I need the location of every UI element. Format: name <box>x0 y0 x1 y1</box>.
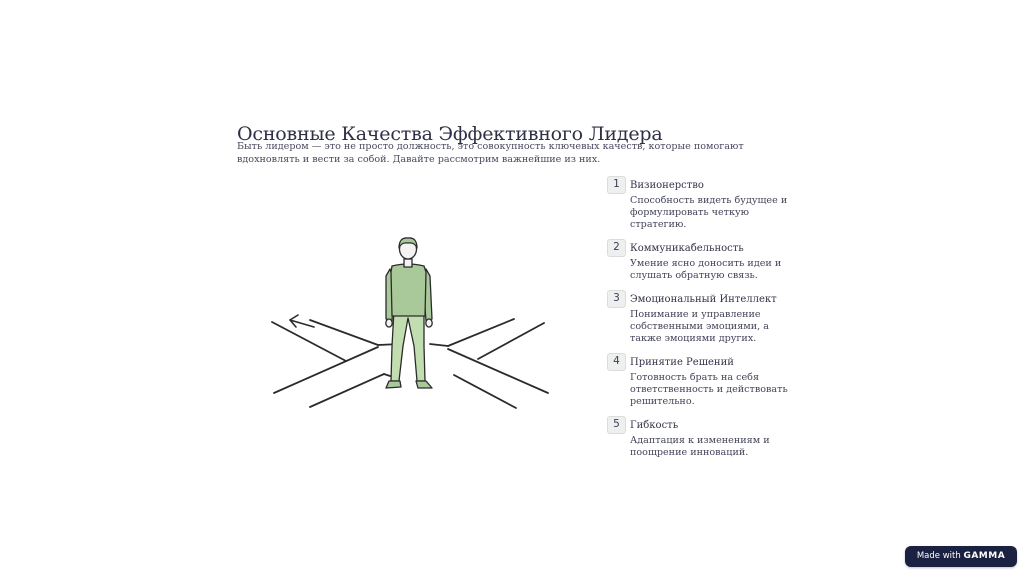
quality-number-badge: 3 <box>607 290 626 308</box>
quality-title: Эмоциональный Интеллект <box>630 294 777 305</box>
slide-title: Основные Качества Эффективного Лидера <box>237 122 663 145</box>
quality-description: Умение ясно доносить идеи и слушать обратную связь. <box>630 258 782 281</box>
slide-subtitle: Быть лидером — это не просто должность, это совокупность ключевых качеств, которые помогают вдохновлять и вести за собой. Давайте рассмотрим важнейшие из них. <box>237 141 744 165</box>
quality-title: Коммуникабельность <box>630 243 744 254</box>
quality-description: Понимание и управление собственными эмоциями, а также эмоциями других. <box>630 309 769 344</box>
badge-prefix: Made with <box>916 551 961 561</box>
quality-description: Адаптация к изменениям и поощрение инноваций. <box>630 435 770 458</box>
person-at-crossroads-illustration <box>268 236 556 412</box>
made-with-gamma-badge[interactable] <box>905 546 1017 567</box>
gamma-logo: GAMMA <box>963 551 1006 561</box>
quality-number-badge: 2 <box>607 239 626 257</box>
quality-title: Принятие Решений <box>630 357 734 368</box>
quality-title: Гибкость <box>630 420 679 431</box>
quality-number-badge: 4 <box>607 353 626 371</box>
quality-number-badge: 5 <box>607 416 626 434</box>
quality-title: Визионерство <box>630 180 704 191</box>
quality-description: Способность видеть будущее и формулировать четкую стратегию. <box>630 195 788 230</box>
quality-description: Готовность брать на себя ответственность и действовать решительно. <box>630 372 788 407</box>
quality-number-badge: 1 <box>607 176 626 194</box>
